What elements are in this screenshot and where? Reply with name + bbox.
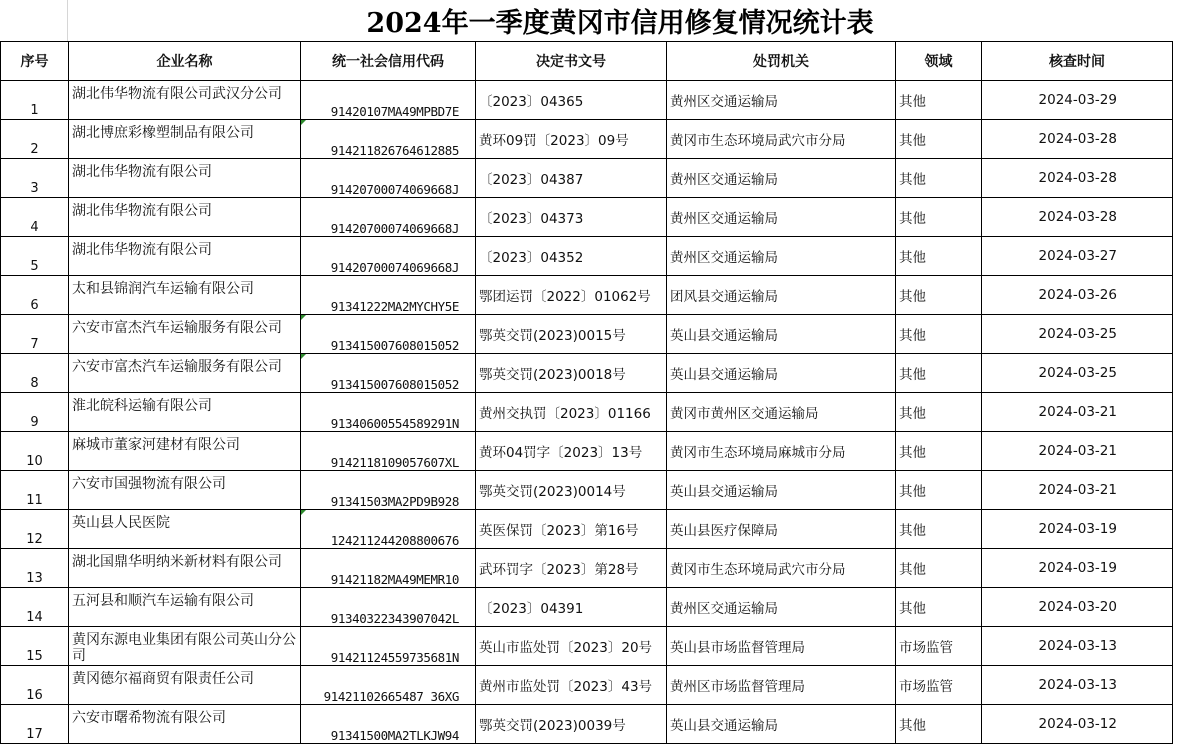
check-time-cell-text: 2024-03-19	[1038, 560, 1117, 576]
table-row	[1, 510, 1173, 549]
check-time-cell[interactable]	[982, 354, 1173, 393]
table-row	[1, 432, 1173, 471]
penalty-authority-cell[interactable]	[667, 315, 896, 354]
domain-cell[interactable]	[896, 276, 982, 315]
check-time-cell-text: 2024-03-26	[1038, 287, 1117, 303]
check-time-cell[interactable]	[982, 471, 1173, 510]
decision-number-cell-text: 黄环04罚字〔2023〕13号	[479, 445, 643, 461]
decision-number-cell-text: 鄂英交罚(2023)0039号	[479, 718, 626, 734]
company-name-cell-text: 六安市富杰汽车运输服务有限公司	[72, 320, 282, 336]
credit-code-cell[interactable]	[301, 510, 476, 549]
penalty-authority-cell-text: 英山县交通运输局	[670, 718, 778, 734]
check-time-cell-text: 2024-03-21	[1038, 404, 1117, 420]
credit-code-cell[interactable]	[301, 315, 476, 354]
cell-error-indicator-icon	[301, 120, 306, 125]
decision-number-cell[interactable]	[476, 588, 667, 627]
row-index-cell[interactable]	[1, 705, 69, 744]
credit-code-cell-text: 91341500MA2TLKJW94	[330, 728, 459, 743]
row-index-cell[interactable]	[1, 159, 69, 198]
row-index-cell-text: 14	[26, 610, 43, 625]
domain-cell-text: 其他	[899, 328, 926, 344]
check-time-cell[interactable]	[982, 120, 1173, 159]
row-index-cell[interactable]	[1, 276, 69, 315]
penalty-authority-cell[interactable]	[667, 159, 896, 198]
table-row	[1, 627, 1173, 666]
check-time-cell-text: 2024-03-13	[1038, 638, 1117, 654]
company-name-cell[interactable]	[69, 354, 301, 393]
penalty-authority-cell-text: 英山县交通运输局	[670, 328, 778, 344]
company-name-cell-text: 五河县和顺汽车运输有限公司	[72, 593, 254, 609]
decision-number-cell[interactable]	[476, 549, 667, 588]
company-name-cell[interactable]	[69, 81, 301, 120]
company-name-cell-text: 黄冈东源电业集团有限公司英山分公司	[72, 632, 296, 664]
penalty-authority-cell[interactable]	[667, 666, 896, 705]
decision-number-cell-text: 鄂英交罚(2023)0014号	[479, 484, 626, 500]
decision-number-cell[interactable]	[476, 705, 667, 744]
credit-code-cell-text: 9142118109057607XL	[330, 455, 459, 470]
header-row	[1, 42, 1173, 81]
credit-code-cell-text: 91340600554589291N	[330, 416, 459, 431]
domain-cell[interactable]	[896, 237, 982, 276]
row-index-cell-text: 8	[30, 376, 39, 391]
domain-cell[interactable]	[896, 432, 982, 471]
decision-number-cell[interactable]	[476, 81, 667, 120]
penalty-authority-cell-text: 黄冈市生态环境局武穴市分局	[670, 133, 846, 149]
decision-number-cell-text: 〔2023〕04387	[479, 172, 584, 188]
check-time-cell[interactable]	[982, 276, 1173, 315]
decision-number-cell[interactable]	[476, 159, 667, 198]
domain-cell-text: 其他	[899, 406, 926, 422]
domain-cell-text: 市场监管	[899, 640, 953, 656]
check-time-cell[interactable]	[982, 588, 1173, 627]
domain-cell-text: 市场监管	[899, 679, 953, 695]
domain-cell-text: 其他	[899, 94, 926, 110]
row-index-cell[interactable]	[1, 237, 69, 276]
company-name-cell-text: 英山县人民医院	[72, 515, 170, 531]
domain-cell[interactable]	[896, 159, 982, 198]
decision-number-cell[interactable]	[476, 315, 667, 354]
row-index-cell[interactable]	[1, 198, 69, 237]
header-check-time[interactable]: 核查时间	[982, 42, 1173, 81]
check-time-cell-text: 2024-03-12	[1038, 716, 1117, 732]
decision-number-cell-text: 〔2023〕04391	[479, 601, 584, 617]
domain-cell[interactable]	[896, 666, 982, 705]
row-index-cell-text: 3	[30, 181, 39, 196]
domain-cell[interactable]	[896, 510, 982, 549]
credit-code-cell-text: 91420107MA49MPBD7E	[330, 104, 459, 119]
row-index-cell[interactable]	[1, 432, 69, 471]
row-index-cell-text: 16	[26, 688, 43, 703]
check-time-cell[interactable]	[982, 666, 1173, 705]
penalty-authority-cell-text: 黄冈市生态环境局武穴市分局	[670, 562, 846, 578]
company-name-cell-text: 湖北国鼎华明纳米新材料有限公司	[72, 554, 282, 570]
penalty-authority-cell-text: 黄州区交通运输局	[670, 601, 778, 617]
company-name-cell-text: 太和县锦润汽车运输有限公司	[72, 281, 254, 297]
credit-code-cell-text: 91421102665487 36XG	[323, 689, 459, 704]
table-row	[1, 315, 1173, 354]
table-row	[1, 198, 1173, 237]
company-name-cell[interactable]	[69, 159, 301, 198]
row-index-cell-text: 11	[26, 493, 43, 508]
decision-number-cell[interactable]	[476, 276, 667, 315]
domain-cell[interactable]	[896, 393, 982, 432]
decision-number-cell-text: 鄂英交罚(2023)0015号	[479, 328, 626, 344]
table-row	[1, 666, 1173, 705]
header-domain[interactable]: 领域	[896, 42, 982, 81]
check-time-cell-text: 2024-03-21	[1038, 443, 1117, 459]
domain-cell[interactable]	[896, 705, 982, 744]
row-index-cell[interactable]	[1, 81, 69, 120]
table-row	[1, 588, 1173, 627]
check-time-cell[interactable]	[982, 81, 1173, 120]
domain-cell-text: 其他	[899, 289, 926, 305]
credit-code-cell-text: 124211244208800676	[330, 533, 459, 548]
domain-cell-text: 其他	[899, 211, 926, 227]
penalty-authority-cell-text: 英山县市场监督管理局	[670, 640, 805, 656]
decision-number-cell[interactable]	[476, 471, 667, 510]
cell-error-indicator-icon	[301, 354, 306, 359]
company-name-cell-text: 六安市国强物流有限公司	[72, 476, 226, 492]
penalty-authority-cell[interactable]	[667, 549, 896, 588]
check-time-cell[interactable]	[982, 393, 1173, 432]
table-row	[1, 159, 1173, 198]
credit-code-cell[interactable]	[301, 549, 476, 588]
company-name-cell-text: 六安市曙希物流有限公司	[72, 710, 226, 726]
row-index-cell[interactable]	[1, 120, 69, 159]
domain-cell-text: 其他	[899, 718, 926, 734]
domain-cell-text: 其他	[899, 250, 926, 266]
domain-cell[interactable]	[896, 315, 982, 354]
company-name-cell-text: 麻城市董家河建材有限公司	[72, 437, 240, 453]
table-row	[1, 81, 1173, 120]
header-index[interactable]: 序号	[1, 42, 69, 81]
domain-cell-text: 其他	[899, 133, 926, 149]
row-index-cell-text: 7	[30, 337, 39, 352]
domain-cell[interactable]	[896, 549, 982, 588]
penalty-authority-cell[interactable]	[667, 81, 896, 120]
decision-number-cell-text: 黄州交执罚〔2023〕01166	[479, 406, 651, 422]
company-name-cell[interactable]	[69, 627, 301, 666]
row-index-cell[interactable]	[1, 315, 69, 354]
decision-number-cell-text: 英医保罚〔2023〕第16号	[479, 523, 639, 539]
header-company-name[interactable]: 企业名称	[69, 42, 301, 81]
check-time-cell-text: 2024-03-28	[1038, 170, 1117, 186]
credit-code-cell[interactable]	[301, 393, 476, 432]
company-name-cell-text: 淮北皖科运输有限公司	[72, 398, 212, 414]
decision-number-cell-text: 鄂英交罚(2023)0018号	[479, 367, 626, 383]
company-name-cell[interactable]	[69, 588, 301, 627]
decision-number-cell[interactable]	[476, 510, 667, 549]
sheet-corner-right	[1172, 0, 1182, 42]
credit-code-cell[interactable]	[301, 432, 476, 471]
header-credit-code[interactable]: 统一社会信用代码	[301, 42, 476, 81]
credit-code-cell-text: 91421124559735681N	[330, 650, 459, 665]
decision-number-cell[interactable]	[476, 198, 667, 237]
check-time-cell-text: 2024-03-13	[1038, 677, 1117, 693]
company-name-cell-text: 六安市富杰汽车运输服务有限公司	[72, 359, 282, 375]
company-name-cell-text: 湖北伟华物流有限公司武汉分公司	[72, 86, 282, 102]
penalty-authority-cell[interactable]	[667, 276, 896, 315]
table-row	[1, 471, 1173, 510]
check-time-cell-text: 2024-03-20	[1038, 599, 1117, 615]
company-name-cell-text: 湖北伟华物流有限公司	[72, 164, 212, 180]
penalty-authority-cell[interactable]	[667, 198, 896, 237]
penalty-authority-cell-text: 英山县交通运输局	[670, 484, 778, 500]
domain-cell-text: 其他	[899, 367, 926, 383]
row-index-cell-text: 15	[26, 649, 43, 664]
check-time-cell-text: 2024-03-27	[1038, 248, 1117, 264]
credit-code-cell[interactable]	[301, 81, 476, 120]
credit-code-cell-text: 91340322343907042L	[330, 611, 459, 626]
table-row	[1, 237, 1173, 276]
header-penalty-authority[interactable]: 处罚机关	[667, 42, 896, 81]
credit-code-cell[interactable]	[301, 198, 476, 237]
row-index-cell[interactable]	[1, 393, 69, 432]
credit-code-cell-text: 913415007608015052	[330, 338, 459, 353]
check-time-cell[interactable]	[982, 627, 1173, 666]
decision-number-cell[interactable]	[476, 120, 667, 159]
company-name-cell[interactable]	[69, 315, 301, 354]
header-decision-number[interactable]: 决定书文号	[476, 42, 667, 81]
domain-cell[interactable]	[896, 627, 982, 666]
penalty-authority-cell[interactable]	[667, 432, 896, 471]
check-time-cell[interactable]	[982, 432, 1173, 471]
cell-error-indicator-icon	[301, 510, 306, 515]
credit-code-cell-text: 913415007608015052	[330, 377, 459, 392]
decision-number-cell-text: 黄州市监处罚〔2023〕43号	[479, 679, 653, 695]
penalty-authority-cell[interactable]	[667, 588, 896, 627]
domain-cell[interactable]	[896, 588, 982, 627]
decision-number-cell[interactable]	[476, 354, 667, 393]
check-time-cell[interactable]	[982, 510, 1173, 549]
decision-number-cell[interactable]	[476, 627, 667, 666]
row-index-cell-text: 17	[26, 727, 43, 742]
table-row	[1, 120, 1173, 159]
domain-cell-text: 其他	[899, 562, 926, 578]
row-index-cell[interactable]	[1, 471, 69, 510]
company-name-cell[interactable]	[69, 666, 301, 705]
credit-code-cell-text: 914211826764612885	[330, 143, 459, 158]
penalty-authority-cell[interactable]	[667, 627, 896, 666]
company-name-cell-text: 湖北伟华物流有限公司	[72, 203, 212, 219]
decision-number-cell[interactable]	[476, 393, 667, 432]
table-row	[1, 276, 1173, 315]
check-time-cell-text: 2024-03-29	[1038, 92, 1117, 108]
decision-number-cell-text: 黄环09罚〔2023〕09号	[479, 133, 629, 149]
domain-cell[interactable]	[896, 471, 982, 510]
check-time-cell-text: 2024-03-28	[1038, 131, 1117, 147]
check-time-cell-text: 2024-03-28	[1038, 209, 1117, 225]
check-time-cell-text: 2024-03-25	[1038, 365, 1117, 381]
decision-number-cell[interactable]	[476, 237, 667, 276]
credit-code-cell-text: 91420700074069668J	[330, 182, 459, 197]
credit-code-cell-text: 91421182MA49MEMR10	[330, 572, 459, 587]
check-time-cell[interactable]	[982, 315, 1173, 354]
decision-number-cell-text: 鄂团运罚〔2022〕01062号	[479, 289, 651, 305]
penalty-authority-cell[interactable]	[667, 510, 896, 549]
penalty-authority-cell[interactable]	[667, 237, 896, 276]
table-row	[1, 354, 1173, 393]
domain-cell-text: 其他	[899, 172, 926, 188]
decision-number-cell[interactable]	[476, 666, 667, 705]
row-index-cell[interactable]	[1, 666, 69, 705]
penalty-authority-cell-text: 英山县交通运输局	[670, 367, 778, 383]
check-time-cell[interactable]	[982, 159, 1173, 198]
penalty-authority-cell-text: 英山县医疗保障局	[670, 523, 778, 539]
penalty-authority-cell-text: 黄冈市黄州区交通运输局	[670, 406, 819, 422]
credit-code-cell[interactable]	[301, 627, 476, 666]
sheet-title: 2024年一季度黄冈市信用修复情况统计表	[68, 0, 1172, 42]
company-name-cell-text: 湖北伟华物流有限公司	[72, 242, 212, 258]
penalty-authority-cell[interactable]	[667, 471, 896, 510]
domain-cell[interactable]	[896, 198, 982, 237]
company-name-cell[interactable]	[69, 237, 301, 276]
row-index-cell[interactable]	[1, 588, 69, 627]
penalty-authority-cell-text: 团风县交通运输局	[670, 289, 778, 305]
decision-number-cell-text: 武环罚字〔2023〕第28号	[479, 562, 639, 578]
credit-code-cell-text: 91420700074069668J	[330, 260, 459, 275]
check-time-cell-text: 2024-03-25	[1038, 326, 1117, 342]
penalty-authority-cell-text: 黄州区市场监督管理局	[670, 679, 805, 695]
check-time-cell-text: 2024-03-19	[1038, 521, 1117, 537]
company-name-cell[interactable]	[69, 198, 301, 237]
row-index-cell-text: 12	[26, 532, 43, 547]
check-time-cell[interactable]	[982, 237, 1173, 276]
penalty-authority-cell[interactable]	[667, 354, 896, 393]
credit-code-cell[interactable]	[301, 276, 476, 315]
check-time-cell[interactable]	[982, 705, 1173, 744]
cell-error-indicator-icon	[301, 315, 306, 320]
table-row	[1, 393, 1173, 432]
domain-cell[interactable]	[896, 354, 982, 393]
domain-cell-text: 其他	[899, 601, 926, 617]
credit-code-cell-text: 91341222MA2MYCHY5E	[330, 299, 459, 314]
row-index-cell-text: 2	[30, 142, 39, 157]
credit-code-cell[interactable]	[301, 120, 476, 159]
row-index-cell-text: 6	[30, 298, 39, 313]
company-name-cell-text: 湖北博庶彩橡塑制品有限公司	[72, 125, 254, 141]
domain-cell[interactable]	[896, 81, 982, 120]
company-name-cell-text: 黄冈德尔福商贸有限责任公司	[72, 671, 254, 687]
credit-code-cell-text: 91341503MA2PD9B928	[330, 494, 459, 509]
company-name-cell[interactable]	[69, 393, 301, 432]
company-name-cell[interactable]	[69, 705, 301, 744]
penalty-authority-cell-text: 黄州区交通运输局	[670, 211, 778, 227]
table-row	[1, 705, 1173, 744]
decision-number-cell-text: 英山市监处罚〔2023〕20号	[479, 640, 653, 656]
row-index-cell-text: 10	[26, 454, 43, 469]
penalty-authority-cell[interactable]	[667, 120, 896, 159]
domain-cell[interactable]	[896, 120, 982, 159]
check-time-cell-text: 2024-03-21	[1038, 482, 1117, 498]
decision-number-cell[interactable]	[476, 432, 667, 471]
penalty-authority-cell-text: 黄州区交通运输局	[670, 172, 778, 188]
row-index-cell[interactable]	[1, 627, 69, 666]
check-time-cell[interactable]	[982, 549, 1173, 588]
credit-code-cell[interactable]	[301, 588, 476, 627]
penalty-authority-cell[interactable]	[667, 705, 896, 744]
credit-code-cell[interactable]	[301, 237, 476, 276]
credit-code-cell[interactable]	[301, 705, 476, 744]
company-name-cell[interactable]	[69, 510, 301, 549]
credit-code-cell[interactable]	[301, 666, 476, 705]
row-index-cell[interactable]	[1, 510, 69, 549]
row-index-cell-text: 1	[30, 103, 39, 118]
decision-number-cell-text: 〔2023〕04352	[479, 250, 584, 266]
company-name-cell[interactable]	[69, 276, 301, 315]
penalty-authority-cell[interactable]	[667, 393, 896, 432]
row-index-cell[interactable]	[1, 354, 69, 393]
penalty-authority-cell-text: 黄州区交通运输局	[670, 94, 778, 110]
credit-code-cell[interactable]	[301, 159, 476, 198]
row-index-cell-text: 9	[30, 415, 39, 430]
credit-code-cell[interactable]	[301, 354, 476, 393]
row-index-cell-text: 13	[26, 571, 43, 586]
decision-number-cell-text: 〔2023〕04365	[479, 94, 584, 110]
domain-cell-text: 其他	[899, 445, 926, 461]
row-index-cell-text: 4	[30, 220, 39, 235]
domain-cell-text: 其他	[899, 484, 926, 500]
row-index-cell-text: 5	[30, 259, 39, 274]
table-row	[1, 549, 1173, 588]
check-time-cell[interactable]	[982, 198, 1173, 237]
decision-number-cell-text: 〔2023〕04373	[479, 211, 584, 227]
credit-code-cell-text: 91420700074069668J	[330, 221, 459, 236]
penalty-authority-cell-text: 黄冈市生态环境局麻城市分局	[670, 445, 846, 461]
domain-cell-text: 其他	[899, 523, 926, 539]
row-index-cell[interactable]	[1, 549, 69, 588]
company-name-cell[interactable]	[69, 471, 301, 510]
sheet-corner-cell[interactable]	[0, 0, 68, 42]
company-name-cell[interactable]	[69, 432, 301, 471]
credit-code-cell[interactable]	[301, 471, 476, 510]
credit-repair-table	[0, 41, 1173, 744]
penalty-authority-cell-text: 黄州区交通运输局	[670, 250, 778, 266]
company-name-cell[interactable]	[69, 120, 301, 159]
company-name-cell[interactable]	[69, 549, 301, 588]
